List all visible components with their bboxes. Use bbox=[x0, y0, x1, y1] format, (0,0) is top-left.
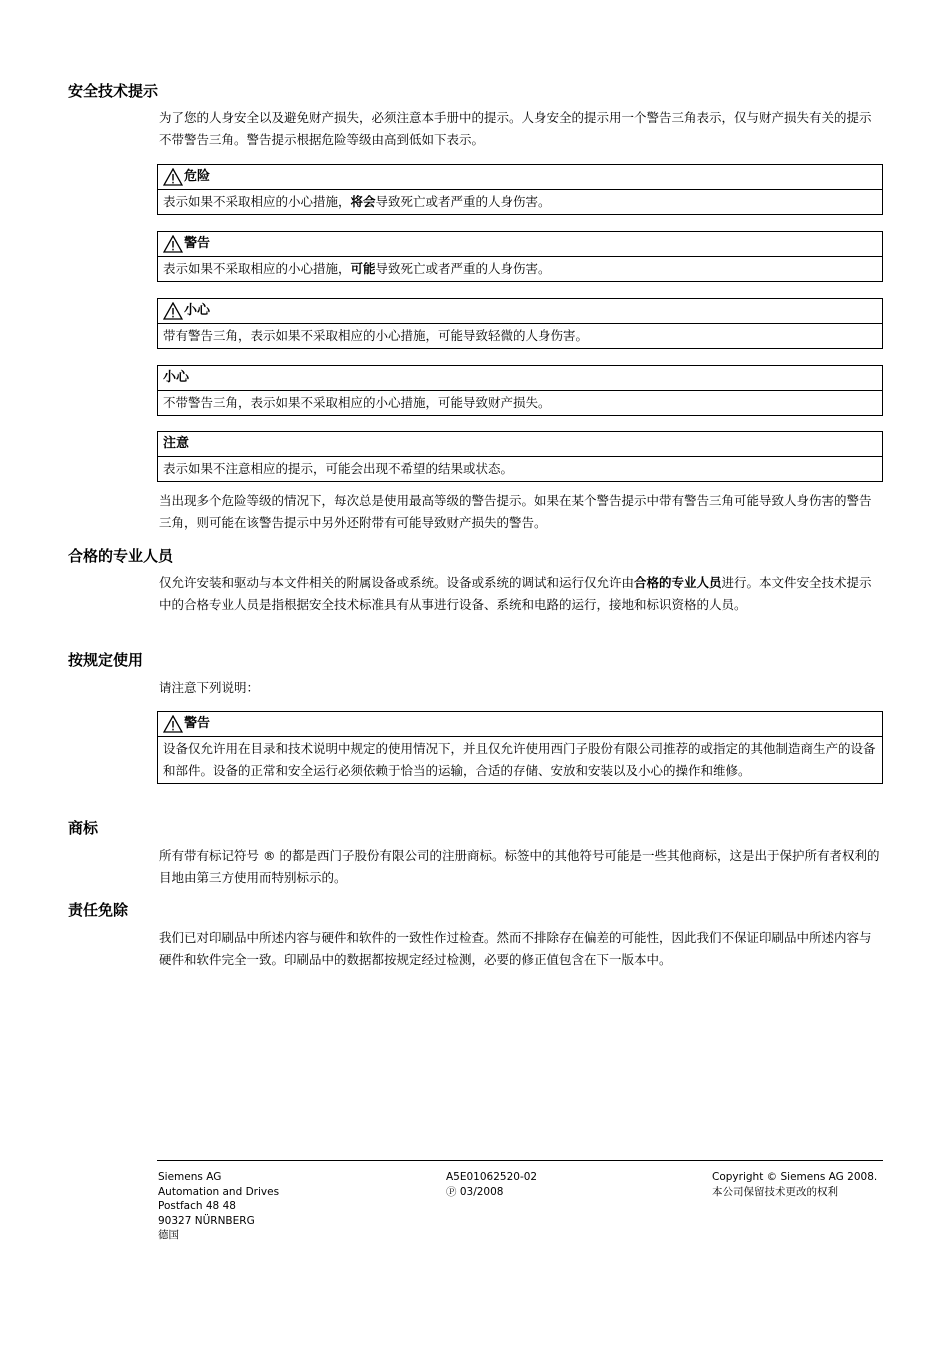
notice-box bbox=[157, 431, 883, 482]
danger-box bbox=[157, 164, 883, 215]
qualified-text-post: 进行。本文件安全技术提示中的合格专业人员是指根据安全技术标准具有从事进行设备、系统和电路的运行，接地和标识资格的人员。 bbox=[159, 575, 872, 612]
notice-text: 表示如果不注意相应的提示，可能会出现不希望的结果或状态。 bbox=[163, 461, 514, 476]
caution-triangle-box bbox=[157, 298, 883, 349]
footer-copyright-text: Copyright © Siemens AG 2008. bbox=[712, 1171, 878, 1183]
danger-text-pre: 表示如果不采取相应的小心措施， bbox=[163, 194, 351, 209]
danger-box-title bbox=[158, 165, 882, 190]
notice-title: 注意 bbox=[158, 432, 882, 457]
safety-intro: 为了您的人身安全以及避免财产损失，必须注意本手册中的提示。人身安全的提示用一个警告三角表示，仅与财产损失有关的提示不带警告三角。警告提示根据危险等级由高到低如下表示。 bbox=[159, 110, 872, 147]
heading-trademark: 商标 bbox=[68, 819, 99, 837]
heading-qualified: 合格的专业人员 bbox=[68, 547, 174, 565]
trademark-text: 所有带有标记符号 ® 的都是西门子股份有限公司的注册商标。标签中的其他符号可能是一些其他商标，这是出于保护所有者权利的 目地由第三方使用而特别标示的。 bbox=[159, 848, 880, 885]
danger-text-bold: 将会 bbox=[350, 194, 376, 209]
warning-triangle-icon bbox=[163, 235, 183, 253]
footer-divider bbox=[157, 1160, 883, 1161]
warning-title: 警告 bbox=[184, 236, 211, 251]
warning-text-post: 导致死亡或者严重的人身伤害。 bbox=[375, 261, 551, 276]
warning-triangle-icon bbox=[163, 715, 183, 733]
qualified-text-bold: 合格的专业人员 bbox=[634, 575, 722, 590]
footer-edition: Ⓟ 03/2008 bbox=[446, 1185, 504, 1198]
caution-triangle-box-title bbox=[158, 299, 882, 324]
heading-usage: 按规定使用 bbox=[68, 651, 144, 669]
footer-address-line: 德国 bbox=[158, 1229, 179, 1241]
qualified-text-pre: 仅允许安装和驱动与本文件相关的附属设备或系统。设备或系统的调试和运行仅允许由 bbox=[159, 575, 635, 590]
usage-warning-title: 警告 bbox=[184, 716, 211, 731]
caution-triangle-text: 带有警告三角，表示如果不采取相应的小心措施，可能导致轻微的人身伤害。 bbox=[163, 328, 589, 343]
usage-warning-box-title bbox=[158, 712, 882, 737]
footer-order-number: A5E01062520-02 bbox=[446, 1171, 538, 1183]
footer-address-line: 90327 NÜRNBERG bbox=[158, 1214, 255, 1227]
qualified-text bbox=[159, 572, 883, 616]
usage-warning-box bbox=[157, 711, 883, 784]
footer-address-line: Siemens AG bbox=[158, 1171, 222, 1183]
footer-address bbox=[158, 1170, 279, 1243]
warning-triangle-icon bbox=[163, 168, 183, 186]
caution-triangle-title: 小心 bbox=[184, 303, 211, 318]
warning-box bbox=[157, 231, 883, 282]
danger-title: 危险 bbox=[184, 169, 211, 184]
footer-rights-text: 本公司保留技术更改的权利 bbox=[712, 1185, 838, 1198]
warning-text bbox=[158, 257, 882, 281]
footer-copyright bbox=[712, 1170, 877, 1199]
footer-address-line: Postfach 48 48 bbox=[158, 1200, 236, 1212]
safety-outro: 当出现多个危险等级的情况下，每次总是使用最高等级的警告提示。如果在某个警告提示中带有警告三角可能导致人身伤害的警告三角，则可能在该警告提示中另外还附带有可能导致财产损失的警告。 bbox=[159, 493, 872, 530]
caution-box bbox=[157, 365, 883, 416]
usage-warning-text: 设备仅允许用在目录和技术说明中规定的使用情况下，并且仅允许使用西门子股份有限公司推荐的或指定的其他制造商生产的设备和部件。设备的正常和安全运行必须依赖于恰当的运输，合适的存储、安放和安装以及小心的操作和维修。 bbox=[163, 741, 876, 778]
warning-triangle-icon bbox=[163, 302, 183, 320]
danger-text bbox=[158, 190, 882, 214]
footer-order bbox=[446, 1170, 537, 1199]
warning-text-pre: 表示如果不采取相应的小心措施， bbox=[163, 261, 351, 276]
caution-text: 不带警告三角，表示如果不采取相应的小心措施，可能导致财产损失。 bbox=[163, 395, 551, 410]
heading-disclaimer: 责任免除 bbox=[68, 901, 129, 919]
danger-text-post: 导致死亡或者严重的人身伤害。 bbox=[375, 194, 551, 209]
caution-title: 小心 bbox=[158, 366, 882, 391]
disclaimer-text: 我们已对印刷品中所述内容与硬件和软件的一致性作过检查。然而不排除存在偏差的可能性，因此我们不保证印刷品中所述内容与硬件和软件完全一致。印刷品中的数据都按规定经过检测，必要的修正值包含在下一版本中。 bbox=[159, 930, 872, 967]
footer-address-line: Automation and Drives bbox=[158, 1185, 280, 1198]
usage-intro: 请注意下列说明： bbox=[159, 680, 260, 695]
warning-text-bold: 可能 bbox=[350, 261, 376, 276]
heading-safety: 安全技术提示 bbox=[68, 82, 159, 100]
warning-box-title bbox=[158, 232, 882, 257]
